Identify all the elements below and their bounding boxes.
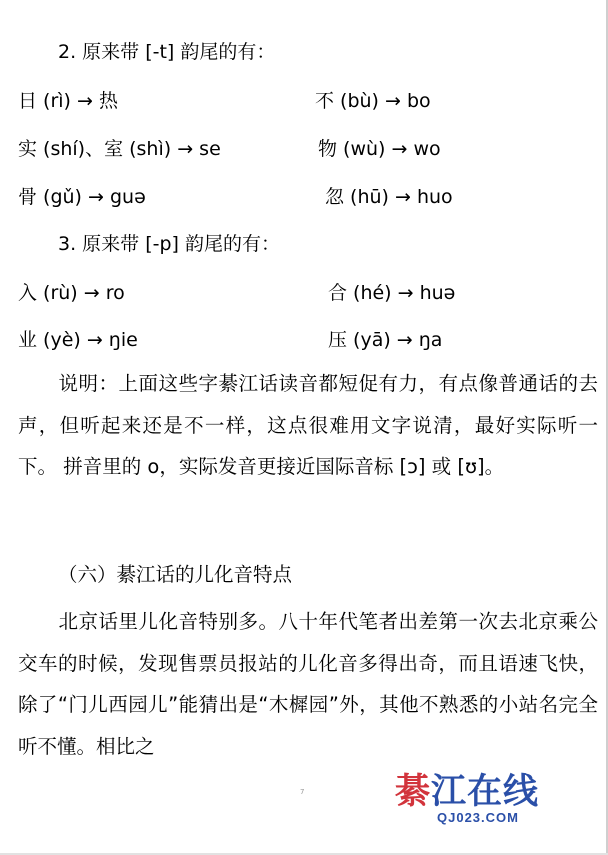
t-row-1-left: 日 (rì) → 热 [18,90,118,112]
note-paragraph [18,363,598,488]
body-paragraph [18,601,598,767]
watermark-title: 綦江在线 [395,771,540,812]
section-3-heading: 3. 原来带 [-p] 韵尾的有： [58,233,280,255]
t-row-3-left: 骨 (gǔ) → guə [18,186,146,208]
p-row-2-right: 压 (yā) → ŋa [328,329,443,351]
t-row-1-right: 不 (bù) → bo [315,90,431,112]
t-row-2-left: 实 (shí)、室 (shì) → se [18,138,221,160]
p-row-2-left: 业 (yè) → ŋie [18,329,138,351]
note-text: 说明：上面这些字綦江话读音都短促有力，有点像普通话的去声，但听起来还是不一样，这点很难用文字说清，最好实际听一下。 拼音里的 o，实际发音更接近国际音标 [ɔ] 或 [ʊ]。 [18,372,598,478]
p-row-1-right: 合 (hé) → huə [328,282,456,304]
page-number: 7 [300,788,305,796]
body-text: 北京话里儿化音特别多。八十年代笔者出差第一次去北京乘公交车的时候，发现售票员报站的儿化音多得出奇，而且语速飞快，除了“门儿西园儿”能猜出是“木樨园”外，其他不熟悉的小站名完全听不懂。相比之 [18,610,598,758]
watermark-logo [395,772,600,832]
section-2-heading: 2. 原来带 [-t] 韵尾的有： [58,41,276,63]
t-row-3-right: 忽 (hū) → huo [325,186,453,208]
section-6-heading: （六）綦江话的儿化音特点 [58,563,293,586]
watermark-url: QJ023.COM [437,810,519,825]
p-row-1-left: 入 (rù) → ro [18,282,125,304]
t-row-2-right: 物 (wù) → wo [318,138,441,160]
